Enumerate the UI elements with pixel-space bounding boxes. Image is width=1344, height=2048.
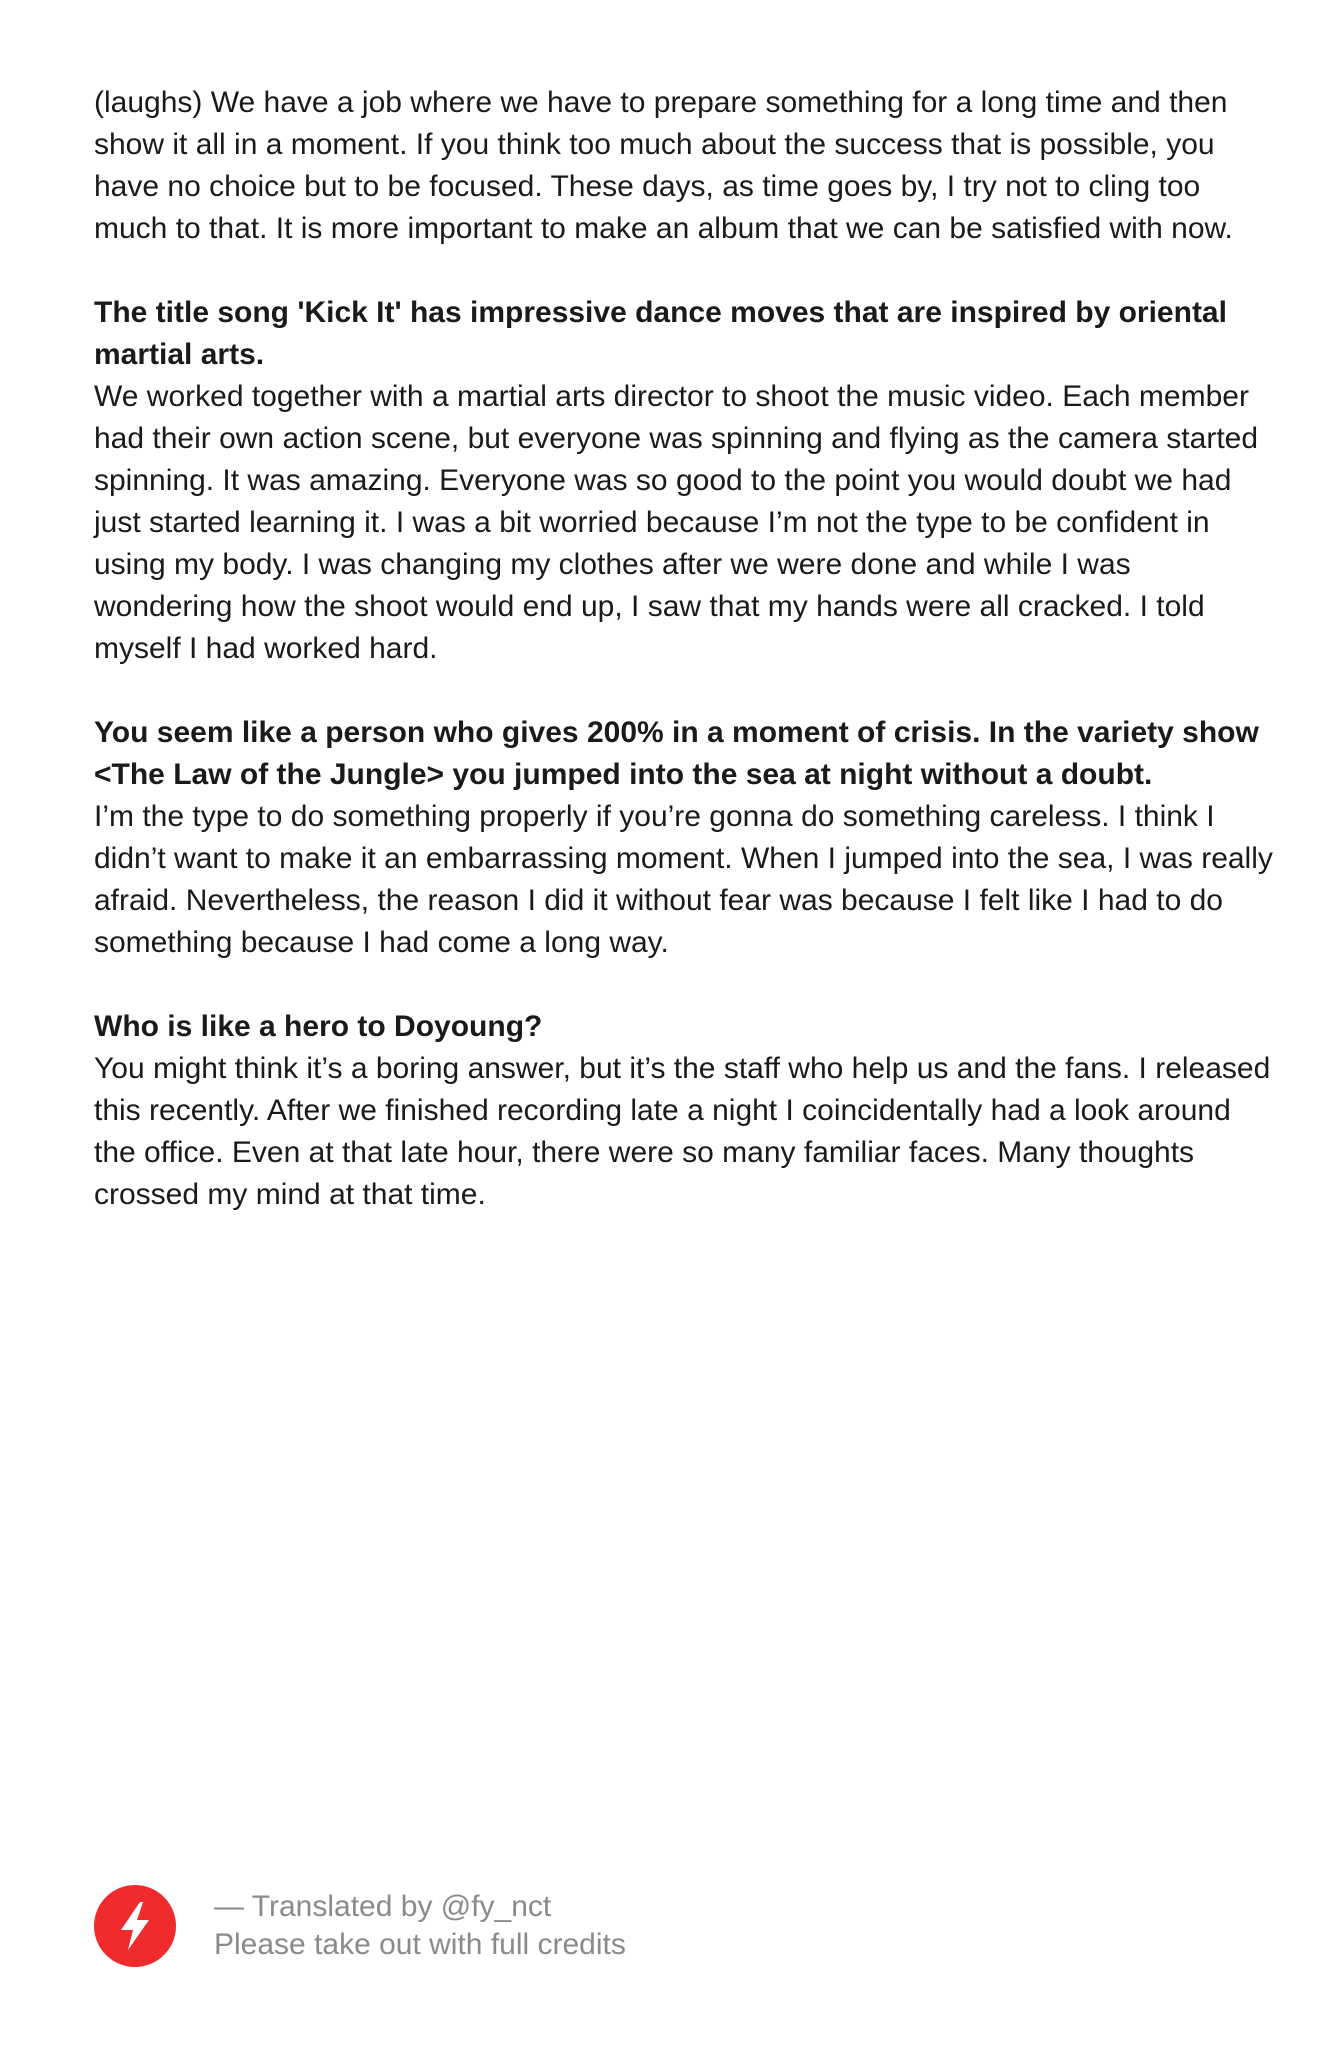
translated-by: — Translated by @fy_nct [214,1890,552,1923]
intro-block [94,82,1274,250]
credits-text [214,1888,626,1964]
translation-credits [94,1885,626,1967]
answer-3: You might think it’s a boring answer, but it’s the staff who help us and the fans. I released this recently. After we finished recording late a night I coincidentally had a look around the office. Even at that late hour, there were so many familiar faces. Many thoughts crossed my mind at that time. [94,1052,1271,1211]
intro-answer: (laughs) We have a job where we have to prepare something for a long time and then show it all in a moment. If you think too much about the success that is possible, you have no choice but to be focused. These days, as time goes by, I try not to cling too much to that. It is more important to make an album that we can be satisfied with now. [94,86,1233,245]
qa-block-1 [94,292,1274,670]
question-3: Who is like a hero to Doyoung? [94,1010,543,1043]
question-2: You seem like a person who gives 200% in a moment of crisis. In the variety show <The Law of the Jungle> you jumped into the sea at night without a doubt. [94,716,1259,791]
answer-2: I’m the type to do something properly if you’re gonna do something careless. I think I didn’t want to make it an embarrassing moment. When I jumped into the sea, I was really afraid. Nevertheless, the reason I did it without fear was because I felt like I had to do something because I had come a long way. [94,800,1273,959]
credits-note: Please take out with full credits [214,1928,626,1961]
lightning-bolt-glyph [113,1900,157,1952]
answer-1: We worked together with a martial arts director to shoot the music video. Each member had their own action scene, but everyone was spinning and flying as the camera started spinning. It was amazing. Everyone was so good to the point you would doubt we had just started learning it. I was a bit worried because I’m not the type to be confident in using my body. I was changing my clothes after we were done and while I was wondering how the shoot would end up, I saw that my hands were all cracked. I told myself I had worked hard. [94,380,1259,665]
qa-block-3 [94,1006,1274,1216]
qa-block-2 [94,712,1274,964]
lightning-bolt-icon [94,1885,176,1967]
question-1: The title song 'Kick It' has impressive dance moves that are inspired by oriental martial arts. [94,296,1227,371]
article-body [94,82,1274,1258]
